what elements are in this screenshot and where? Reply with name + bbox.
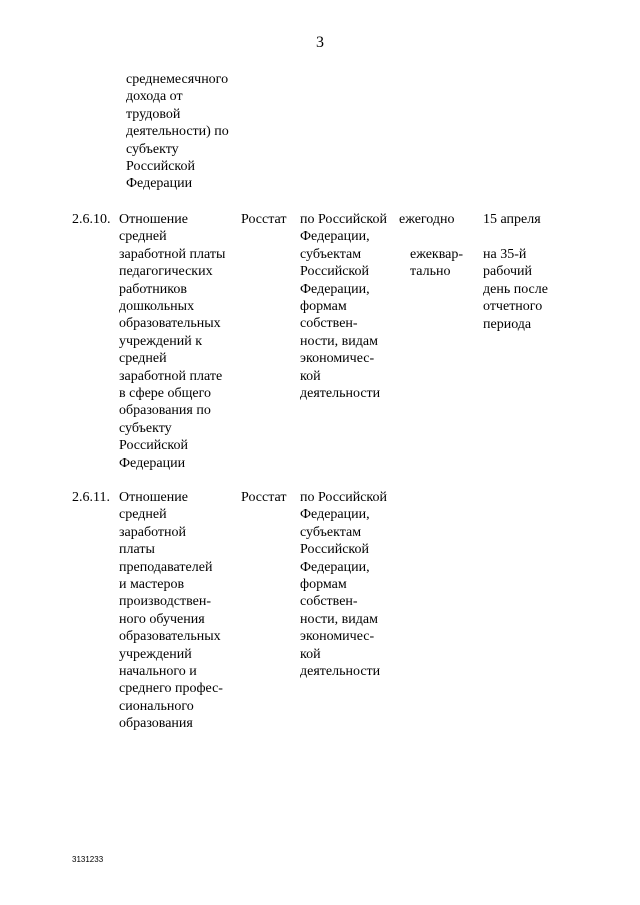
row-number: 2.6.10.	[72, 212, 111, 227]
periodicity-quarterly: ежеквар- тально	[410, 247, 464, 280]
source-text: Росстат	[241, 490, 287, 505]
breakdown-text: по Российской Федерации, субъектам Российской Федерации, формам собствен- ности, видам экономичес- кой деятельности	[300, 212, 387, 402]
page-number: 3	[316, 34, 324, 51]
row-number: 2.6.11.	[72, 490, 110, 505]
deadline-quarterly: на 35-й рабочий день после отчетного периода	[483, 247, 548, 332]
document-code: 3131233	[72, 855, 104, 864]
source-text: Росстат	[241, 212, 287, 227]
continued-indicator-text: среднемесячного дохода от трудовой деятельности) по субъекту Российской Федерации	[126, 72, 229, 192]
deadline-annual: 15 апреля	[483, 212, 541, 227]
indicator-text: Отношение средней заработной платы педагогических работников дошкольных образовательных учреждений к средней заработной плате в сфере общего образования по субъекту Российской Федерации	[119, 212, 226, 471]
breakdown-text: по Российской Федерации, субъектам Российской Федерации, формам собствен- ности, видам экономичес- кой деятельности	[300, 490, 387, 680]
periodicity-annual: ежегодно	[399, 212, 455, 227]
indicator-text: Отношение средней заработной платы преподавателей и мастеров производствен- ного обучения образовательных учреждений начального и среднего профес- сионального образования	[119, 490, 223, 732]
